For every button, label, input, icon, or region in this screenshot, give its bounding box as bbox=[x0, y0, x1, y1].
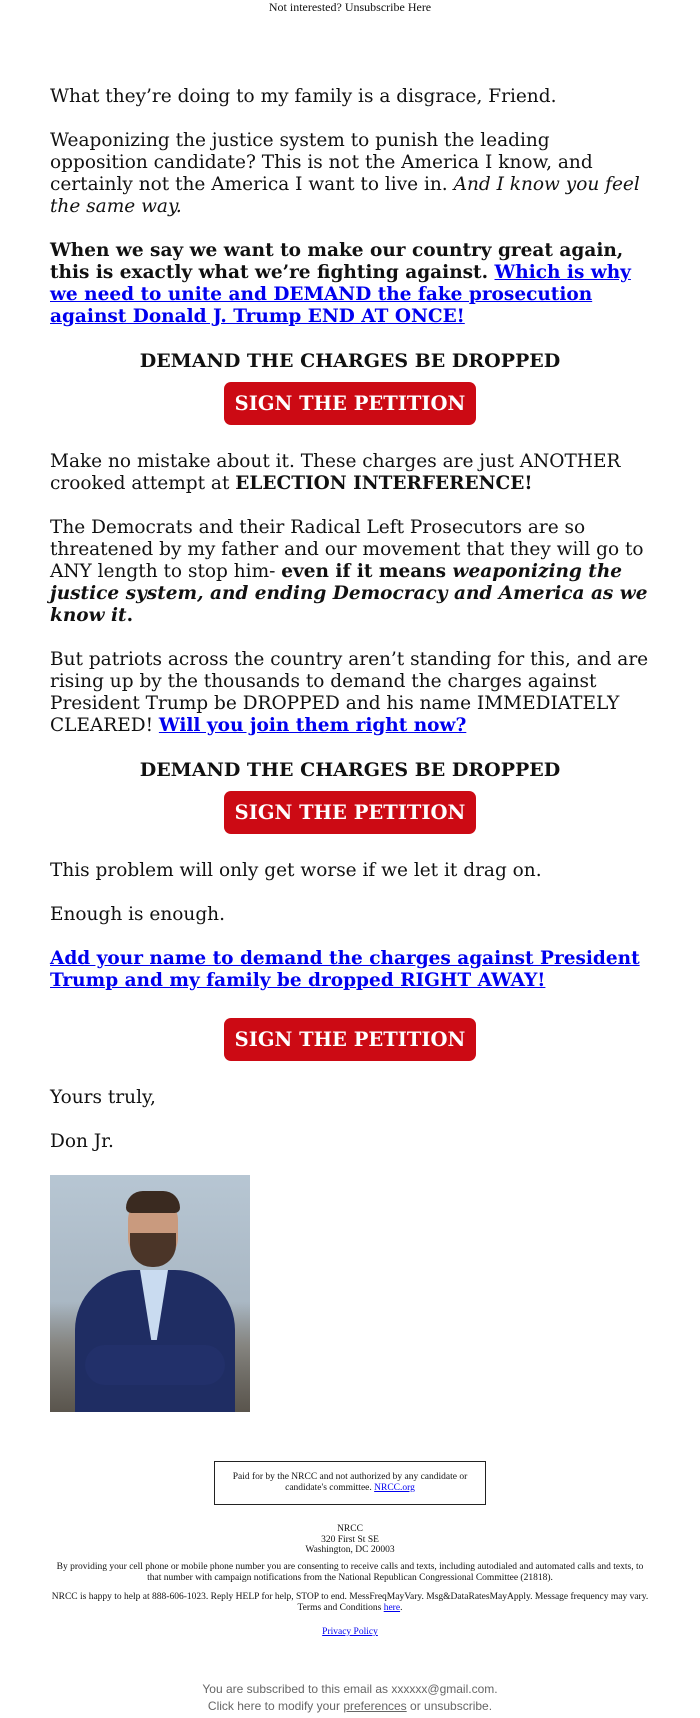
paragraph-democrats-end: . bbox=[126, 605, 134, 626]
paragraph-weaponizing-italic: And I know you feel the same way. bbox=[50, 174, 640, 217]
modify-preferences bbox=[0, 1698, 700, 1715]
paragraph-democrats-bold-text: even if it means bbox=[281, 561, 453, 582]
privacy-wrap bbox=[50, 1627, 650, 1638]
sign-petition-button-2[interactable]: SIGN THE PETITION bbox=[224, 791, 477, 834]
paragraph-weaponizing bbox=[50, 130, 650, 218]
sign-petition-button-3[interactable]: SIGN THE PETITION bbox=[224, 1018, 477, 1061]
petition-button-wrap-2 bbox=[50, 791, 650, 834]
photo-crossed-arms bbox=[85, 1345, 225, 1385]
petition-button-wrap-3 bbox=[50, 1018, 650, 1061]
sign-petition-button-1[interactable]: SIGN THE PETITION bbox=[224, 382, 477, 425]
signature-text: Don Jr. bbox=[50, 1131, 114, 1152]
closing-text: Yours truly, bbox=[50, 1087, 156, 1108]
photo-hair bbox=[126, 1191, 180, 1213]
email-body bbox=[50, 86, 650, 1412]
unsubscribe-link[interactable]: Not interested? Unsubscribe Here bbox=[268, 0, 432, 14]
city-address: Washington, DC 20003 bbox=[305, 1545, 395, 1555]
portrait-photo bbox=[50, 1175, 250, 1412]
paragraph-enough: Enough is enough. bbox=[50, 904, 225, 925]
join-them-link[interactable]: Will you join them right now? bbox=[158, 715, 467, 736]
paragraph-democrats-bolditalic: weaponizing the justice system, and ending Democracy and America as we know it bbox=[50, 561, 648, 626]
mailing-address bbox=[0, 1524, 700, 1556]
paragraph-mistake bbox=[50, 451, 650, 495]
modify-prefix: Click here to modify your bbox=[207, 1699, 344, 1713]
paragraph-fighting-bold: When we say we want to make our country great again, this is exactly what we’re fighting against. bbox=[50, 240, 624, 283]
paragraph-mistake-bold: ELECTION INTERFERENCE! bbox=[235, 473, 533, 494]
preferences-link[interactable]: preferences bbox=[343, 1699, 407, 1713]
help-text-body: NRCC is happy to help at 888-606-1023. Reply HELP for help, STOP to end. MessFreqMayVary. Msg&DataRatesMayApply. Message frequency may vary. Terms and Conditions bbox=[51, 1592, 649, 1613]
petition-button-wrap-1 bbox=[50, 382, 650, 425]
help-text bbox=[50, 1592, 650, 1613]
paragraph-fighting bbox=[50, 240, 650, 328]
privacy-policy-link[interactable]: Privacy Policy bbox=[322, 1627, 378, 1637]
paragraph-weaponizing-text: Weaponizing the justice system to punish the leading opposition candidate? This is not the America I know, and certainly not the America I want to live in. bbox=[50, 130, 593, 195]
unite-demand-link[interactable]: Which is why we need to unite and DEMAND the fake prosecution against Donald J. Trump END AT ONCE! bbox=[50, 262, 631, 327]
street-address: 320 First St SE bbox=[321, 1534, 379, 1545]
paragraph-patriots-text: But patriots across the country aren’t standing for this, and are rising up by the thousands to demand the charges against President Trump be DROPPED and his name IMMEDIATELY CLEARED! bbox=[50, 649, 649, 736]
consent-text: By providing your cell phone or mobile phone number you are consenting to receive calls and texts, including autodialed and automated calls and texts, to that number with campaign notifications from the National Republican Congressional Committee (21818). bbox=[56, 1562, 644, 1583]
add-name-link[interactable]: Add your name to demand the charges against President Trump and my family be dropped RIGHT AWAY! bbox=[50, 948, 640, 991]
paid-for-disclaimer bbox=[214, 1461, 486, 1505]
paragraph-patriots bbox=[50, 649, 650, 737]
demand-heading-2: DEMAND THE CHARGES BE DROPPED bbox=[139, 759, 561, 781]
paragraph-greeting: What they’re doing to my family is a disgrace, Friend. bbox=[50, 86, 557, 107]
subscribed-notice: You are subscribed to this email as xxxxxx@gmail.com. bbox=[202, 1682, 498, 1696]
demand-heading-1: DEMAND THE CHARGES BE DROPPED bbox=[139, 350, 561, 372]
unsubscribe-header bbox=[0, 0, 700, 14]
modify-suffix: or unsubscribe. bbox=[406, 1699, 493, 1713]
paragraph-worse: This problem will only get worse if we let it drag on. bbox=[50, 860, 542, 881]
help-text-end: . bbox=[400, 1602, 403, 1613]
paragraph-democrats bbox=[50, 517, 650, 627]
nrcc-org-link[interactable]: NRCC.org bbox=[374, 1483, 415, 1493]
terms-here-link[interactable]: here bbox=[383, 1602, 401, 1613]
paid-for-text: Paid for by the NRCC and not authorized by any candidate or candidate's committee. bbox=[232, 1472, 468, 1493]
paragraph-democrats-text: The Democrats and their Radical Left Prosecutors are so threatened by my father and our movement that they will go to ANY length to stop him- bbox=[50, 517, 644, 582]
paragraph-add-name bbox=[50, 948, 650, 992]
photo-beard bbox=[130, 1233, 176, 1267]
paragraph-mistake-text: Make no mistake about it. These charges are just ANOTHER crooked attempt at bbox=[50, 451, 621, 494]
org-name: NRCC bbox=[337, 1524, 363, 1534]
